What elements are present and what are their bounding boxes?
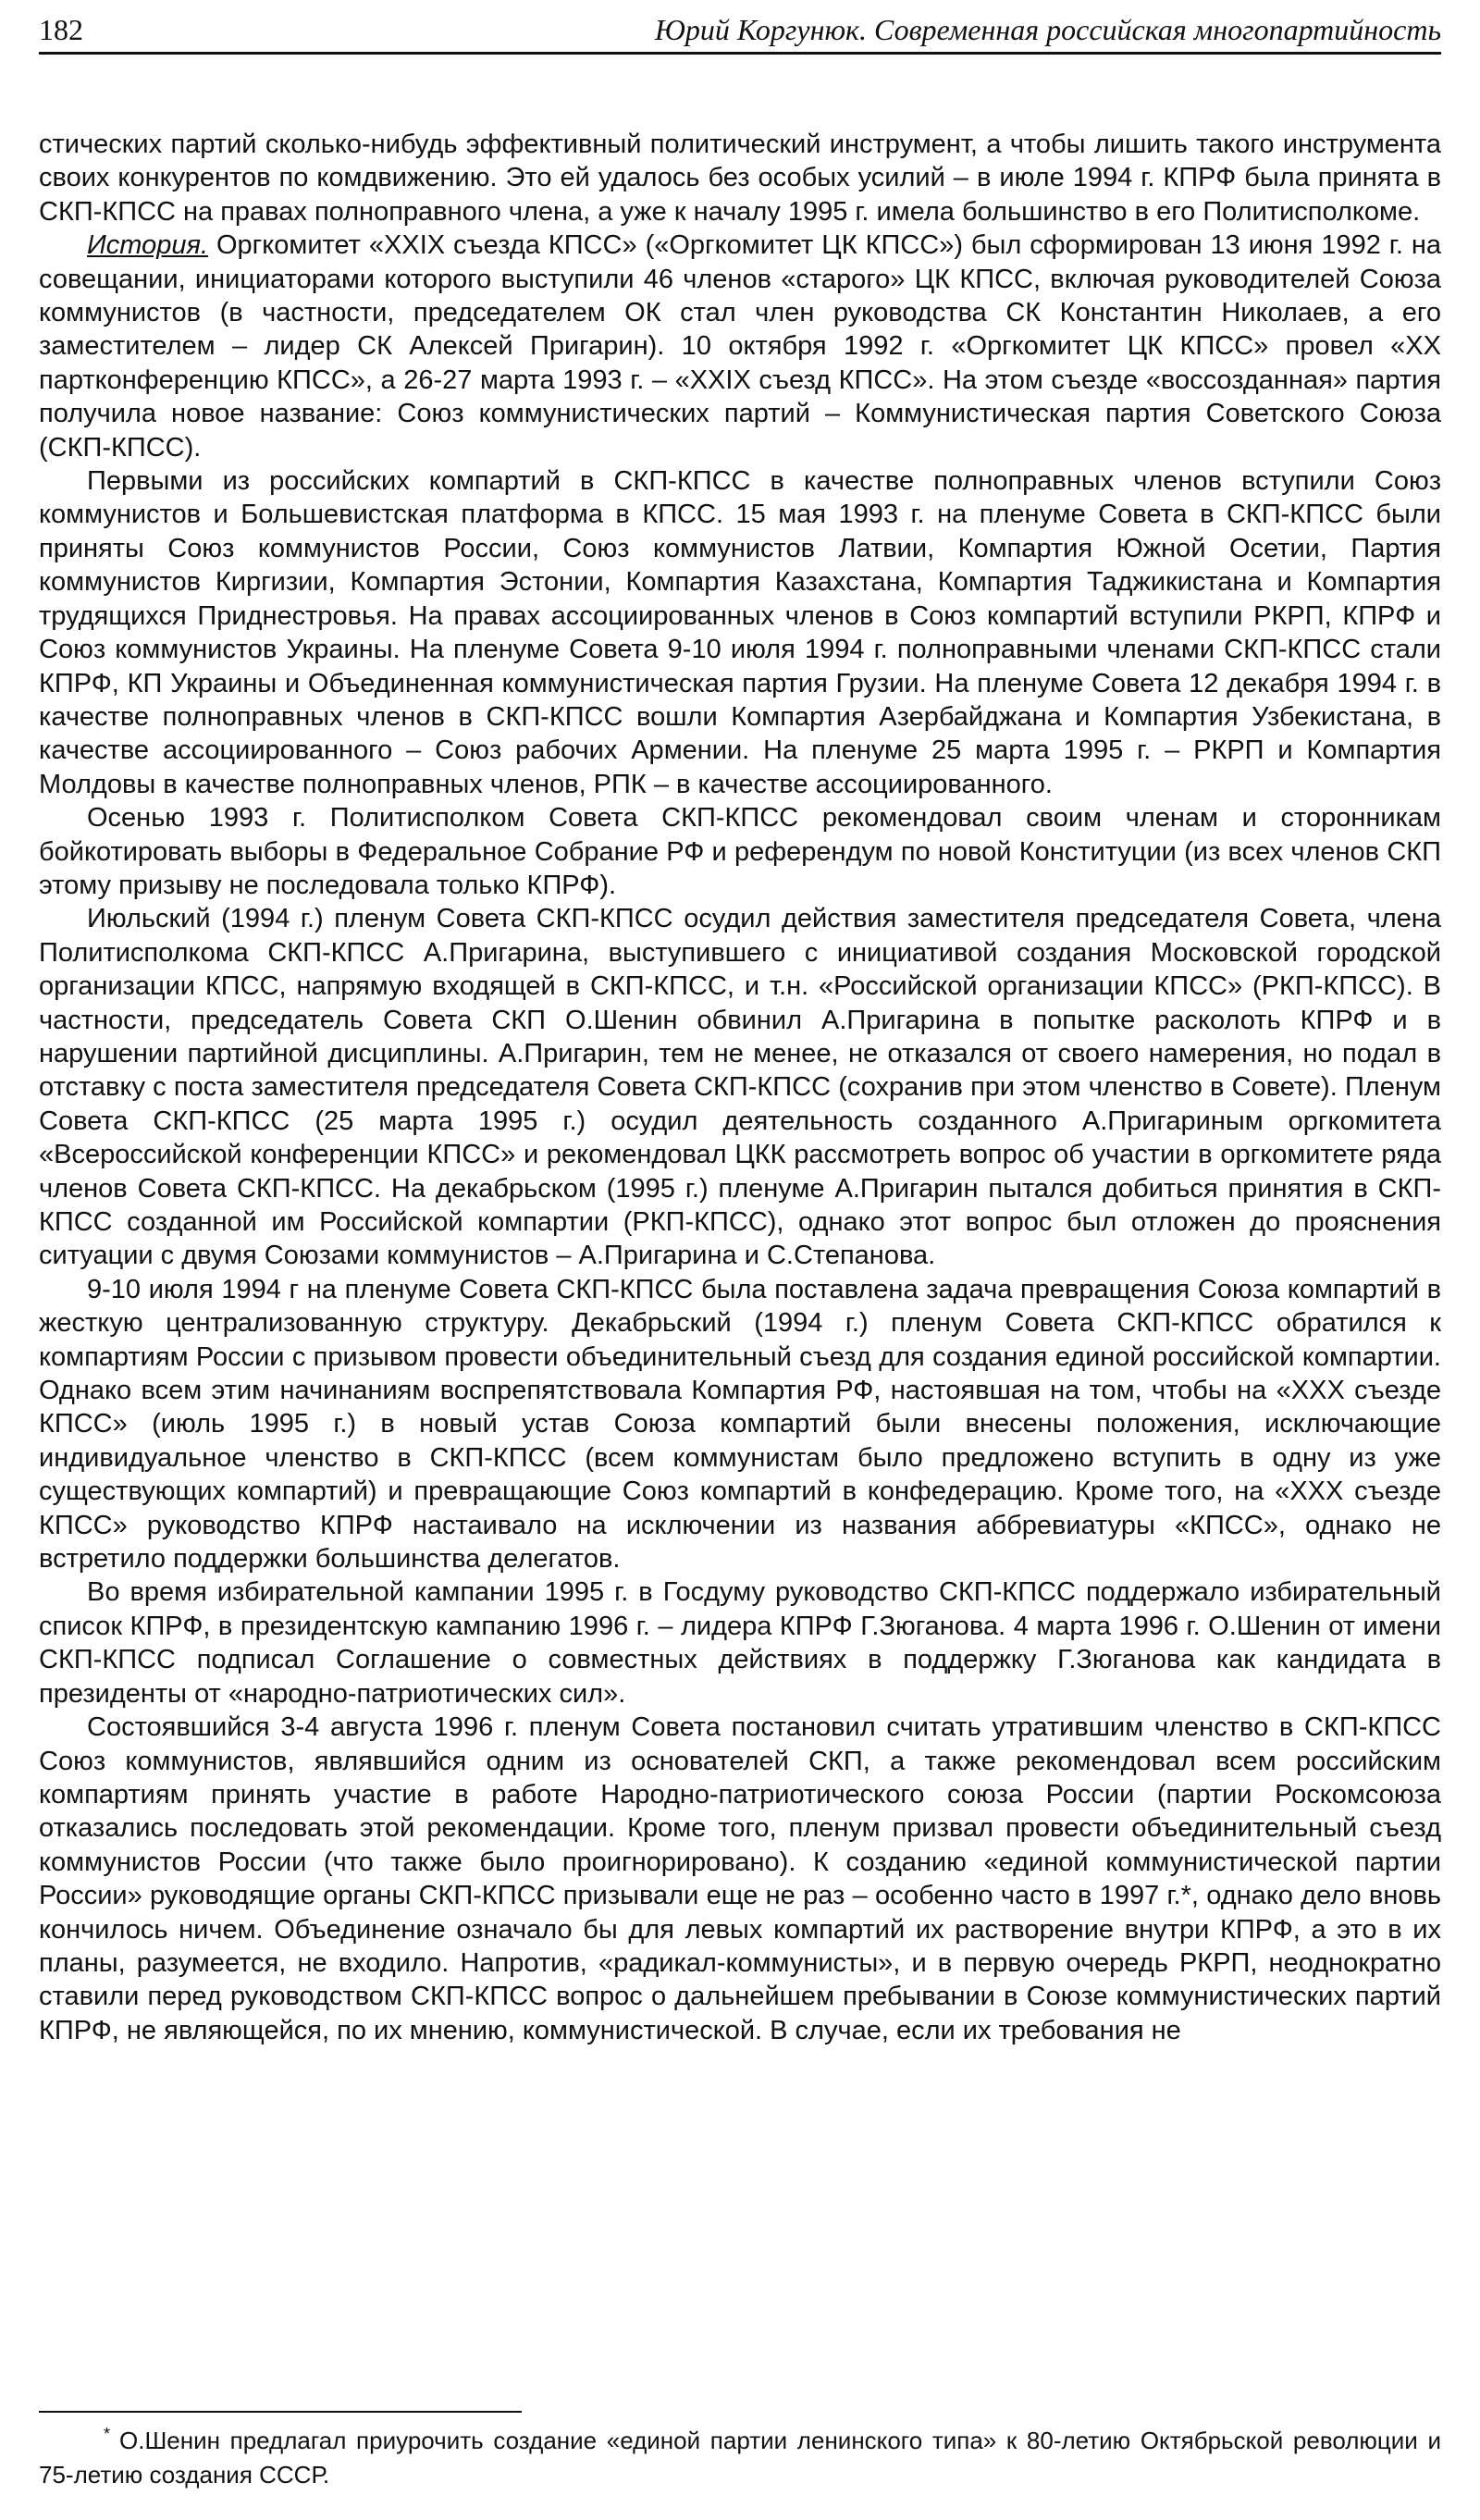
body-text — [39, 128, 1441, 2047]
paragraph: Состоявшийся 3-4 августа 1996 г. пленум Совета постановил считать утратившим членство в СКП-КПСС Союз коммунистов, являвшийся одним из основателей СКП, а также рекомендовал всем российским компартиям принять участие в работе Народно-патриотического союза России (партии Роскомсоюза отказались последовать этой рекомендации. Кроме того, пленум призвал провести объединительный съезд коммунистов России (что также было проигнорировано). К созданию «единой коммунистической партии России» руководящие органы СКП-КПСС призывали еще не раз – особенно часто в 1997 г.*, однако дело вновь кончилось ничем. Объединение означало бы для левых компартий их растворение внутри КПРФ, а это в их планы, разумеется, не входило. Напротив, «радикал-коммунисты», и в первую очередь РКРП, неоднократно ставили перед руководством СКП-КПСС вопрос о дальнейшем пребывании в Союзе коммунистических партий КПРФ, не являющейся, по их мнению, коммунистической. В случае, если их требования не — [39, 1712, 1441, 2045]
running-title: Юрий Коргунюк. Современная российская многопартийность — [654, 13, 1441, 46]
paragraph-history — [39, 229, 1441, 464]
footnote-rule — [39, 2411, 522, 2413]
paragraph: Июльский (1994 г.) пленум Совета СКП-КПСС осудил действия заместителя председателя Совета, члена Политисполкома СКП-КПСС А.Пригарина, выступившего с инициативой создания Московской городской организации КПСС, напрямую входящей в СКП-КПСС, и т.н. «Российской организации КПСС» (РКП-КПСС). В частности, председатель Совета СКП О.Шенин обвинил А.Пригарина в попытке расколоть КПРФ и в нарушении партийной дисциплины. А.Пригарин, тем не менее, не отказался от своего намерения, но подал в отставку с поста заместителя председателя Совета СКП-КПСС (сохранив при этом членство в Совете). Пленум Совета СКП-КПСС (25 марта 1995 г.) осудил деятельность созданного А.Пригариным оргкомитета «Всероссийской конференции КПСС» и рекомендовал ЦКК рассмотреть вопрос об участии в оргкомитете ряда членов Совета СКП-КПСС. На декабрьском (1995 г.) пленуме А.Пригарин пытался добиться принятия в СКП-КПСС созданной им Российской компартии (РКП-КПСС), однако этот вопрос был отложен до прояснения ситуации с двумя Союзами коммунистов – А.Пригарина и С.Степанова. — [39, 904, 1441, 1271]
footnote — [39, 2425, 1441, 2490]
page-header — [39, 7, 1441, 54]
paragraph-history-text: Оргкомитет «XXIX съезда КПСС» («Оргкомитет ЦК КПСС») был сформирован 13 июня 1992 г. на совещании, инициаторами которого выступили 46 членов «старого» ЦК КПСС, включая руководителей Союза коммунистов (в частности, председателем ОК стал член руководства СК Константин Николаев, а его заместителем – лидер СК Алексей Пригарин). 10 октября 1992 г. «Оргкомитет ЦК КПСС» провел «XX партконференцию КПСС», а 26-27 марта 1993 г. – «XXIX съезд КПСС». На этом съезде «воссозданная» партия получила новое название: Союз коммунистических партий – Коммунистическая партия Советского Союза (СКП-КПСС). — [39, 230, 1441, 463]
paragraph: 9-10 июля 1994 г на пленуме Совета СКП-КПСС была поставлена задача превращения Союза компартий в жесткую централизованную структуру. Декабрьский (1994 г.) пленум Совета СКП-КПСС обратился к компартиям России с призывом провести объединительный съезд для создания единой российской компартии. Однако всем этим начинаниям воспрепятствовала Компартия РФ, настоявшая на том, чтобы на «XXX съезде КПСС» (июль 1995 г.) в новый устав Союза компартий были внесены положения, исключающие индивидуальное членство в СКП-КПСС (всем коммунистам было предложено вступить в одну из уже существующих компартий) и превращающие Союз компартий в конфедерацию. Кроме того, на «XXX съезде КПСС» руководство КПРФ настаивало на исключении из названия аббревиатуры «КПСС», однако не встретило поддержки большинства делегатов. — [39, 1274, 1441, 1575]
footnote-mark: * — [104, 2425, 111, 2443]
header-rule — [39, 52, 1441, 55]
paragraph: Осенью 1993 г. Политисполком Совета СКП-КПСС рекомендовал своим членам и сторонникам бойкотировать выборы в Федеральное Собрание РФ и референдум по новой Конституции (из всех членов СКП этому призыву не последовала только КПРФ). — [39, 803, 1441, 900]
paragraph: Во время избирательной кампании 1995 г. в Госдуму руководство СКП-КПСС поддержало избирательный список КПРФ, в президентскую кампанию 1996 г. – лидера КПРФ Г.Зюганова. 4 марта 1996 г. О.Шенин от имени СКП-КПСС подписал Соглашение о совместных действиях в поддержку Г.Зюганова как кандидата в президенты от «народно-патриотических сил». — [39, 1577, 1441, 1709]
page-number: 182 — [39, 13, 83, 46]
footnote-text: О.Шенин предлагал приурочить создание «единой партии ленинского типа» к 80-летию Октябрьской революции и 75-летию создания СССР. — [39, 2427, 1441, 2489]
paragraph: Первыми из российских компартий в СКП-КПСС в качестве полноправных членов вступили Союз коммунистов и Большевистская платформа в КПСС. 15 мая 1993 г. на пленуме Совета в СКП-КПСС были приняты Союз коммунистов России, Союз коммунистов Латвии, Компартия Южной Осетии, Партия коммунистов Киргизии, Компартия Эстонии, Компартия Казахстана, Компартия Таджикистана и Компартия трудящихся Приднестровья. На правах ассоциированных членов в Союз компартий вступили РКРП, КПРФ и Союз коммунистов Украины. На пленуме Совета 9-10 июля 1994 г. полноправными членами СКП-КПСС стали КПРФ, КП Украины и Объединенная коммунистическая партия Грузии. На пленуме Совета 12 декабря 1994 г. в качестве полноправных членов в СКП-КПСС вошли Компартия Азербайджана и Компартия Узбекистана, в качестве ассоциированного – Союз рабочих Армении. На пленуме 25 марта 1995 г. – РКРП и Компартия Молдовы в качестве полноправных членов, РПК – в качестве ассоциированного. — [39, 466, 1441, 799]
history-label: История. — [87, 230, 209, 261]
paragraph-continuation: стических партий сколько-нибудь эффективный политический инструмент, а чтобы лишить такого инструмента своих конкурентов по комдвижению. Это ей удалось без особых усилий – в июле 1994 г. КПРФ была принята в СКП-КПСС на правах полноправного члена, а уже к началу 1995 г. имела большинство в его Политисполкоме. — [39, 130, 1441, 227]
